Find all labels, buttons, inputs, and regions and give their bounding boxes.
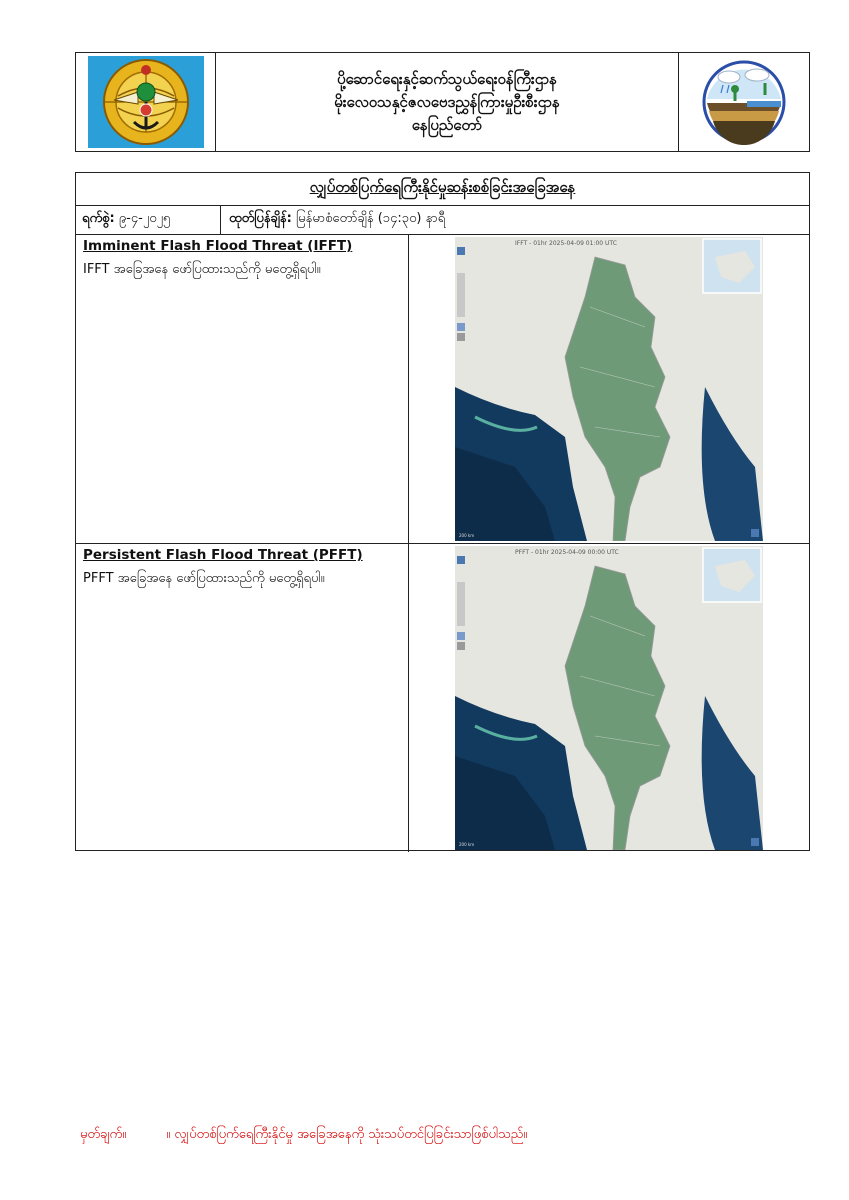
department-name: မိုးလေဝသနှင့်ဇလဗေဒညွှန်ကြားမှုဦးစီးဌာန	[334, 92, 560, 111]
ministry-name: ပို့ဆောင်ရေးနှင့်ဆက်သွယ်ရေးဝန်ကြီးဌာန	[337, 69, 557, 88]
report-date-cell	[76, 206, 221, 234]
ifft-section	[76, 235, 809, 543]
issue-time-value: မြန်မာစံတော်ချိန် (၁၄:၃၀) နာရီ	[296, 211, 446, 226]
pfft-map-cell	[409, 544, 809, 852]
pfft-section	[76, 543, 809, 852]
ifft-map-image	[455, 237, 763, 541]
letterhead	[75, 52, 810, 152]
note-text: ။ လျှပ်တစ်ပြက်ရေကြီးနိုင်မှု အခြေအနေကို သုံးသပ်တင်ပြခြင်းသာဖြစ်ပါသည်။	[166, 1127, 528, 1142]
date-label: ရက်စွဲ:	[82, 211, 115, 226]
pfft-title: Persistent Flash Flood Threat (PFFT)	[83, 547, 363, 563]
issue-time-label: ထုတ်ပြန်ချိန်:	[229, 211, 292, 226]
ifft-status-text: IFFT အခြေအနေ ဖော်ပြထားသည်ကို မတွေ့ရှိရပါ။	[83, 262, 321, 277]
date-value: ၉-၄-၂၀၂၅	[118, 211, 171, 226]
ifft-map-caption: IFFT - 01hr 2025-04-09 01:00 UTC	[515, 240, 617, 247]
ifft-title: Imminent Flash Flood Threat (IFFT)	[83, 238, 353, 254]
footer-note	[80, 1126, 527, 1145]
pfft-text-cell	[76, 544, 409, 852]
pfft-map-image	[455, 546, 763, 850]
pfft-map-caption: PFFT - 01hr 2025-04-09 00:00 UTC	[515, 549, 619, 556]
note-label: မှတ်ချက်။	[80, 1127, 127, 1142]
report-title: လျှပ်တစ်ပြက်ရေကြီးနိုင်မှုဆန်းစစ်ခြင်းအခြေအနေ	[76, 173, 809, 206]
pfft-status-text: PFFT အခြေအနေ ဖော်ပြထားသည်ကို မတွေ့ရှိရပါ။	[83, 571, 325, 586]
ifft-map-cell	[409, 235, 809, 543]
flash-flood-report-table	[75, 172, 810, 851]
hydrological-cycle-icon	[699, 59, 789, 145]
logo-right-cell	[678, 53, 809, 151]
pfft-scale-label: 200 km	[459, 842, 475, 847]
issue-time-cell	[221, 206, 809, 234]
logo-left-cell	[76, 53, 216, 151]
letterhead-text	[216, 53, 678, 151]
city-name: နေပြည်တော်	[411, 115, 483, 134]
ifft-scale-label: 200 km	[459, 533, 475, 538]
report-meta-row	[76, 206, 809, 235]
ministry-seal-icon	[88, 56, 204, 148]
ifft-text-cell	[76, 235, 409, 543]
